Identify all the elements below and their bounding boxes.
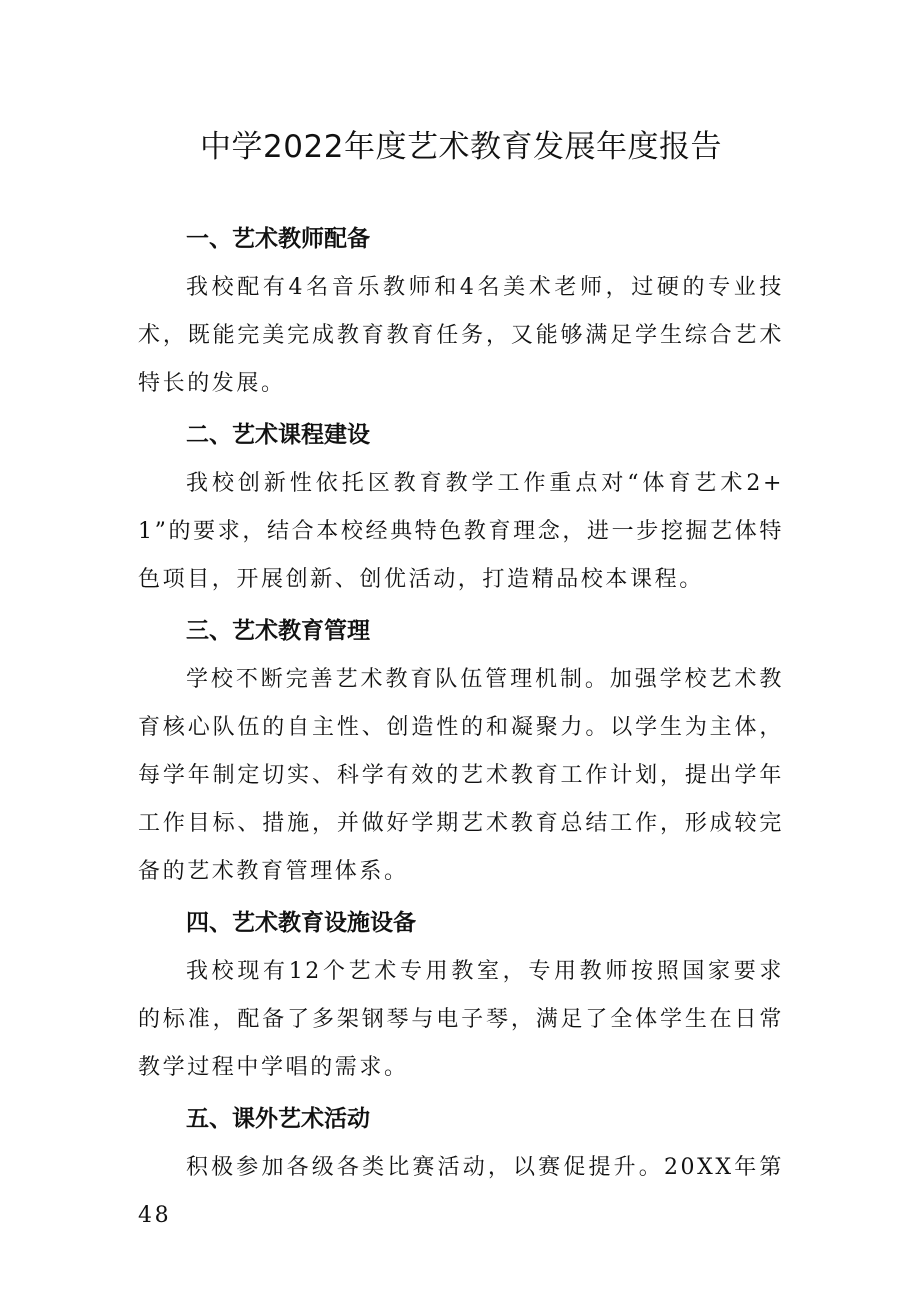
section-5 [138,1094,784,1240]
section-2 [138,410,784,604]
document-title: 中学2022年度艺术教育发展年度报告 [200,129,722,165]
section-heading: 四、艺术教育设施设备 [186,910,416,936]
section-paragraph: 积极参加各级各类比赛活动，以赛促提升。20XX年第48 [138,1155,784,1228]
section-1 [138,214,784,408]
section-heading: 三、艺术教育管理 [186,618,370,644]
section-paragraph: 我校现有12个艺术专用教室，专用教师按照国家要求的标准，配备了多架钢琴与电子琴，满足了全体学生在日常教学过程中学唱的需求。 [138,959,784,1080]
section-paragraph: 学校不断完善艺术教育队伍管理机制。加强学校艺术教育核心队伍的自主性、创造性的和凝聚力。以学生为主体，每学年制定切实、科学有效的艺术教育工作计划，提出学年工作目标、措施，并做好学期艺术教育总结工作，形成较完备的艺术教育管理体系。 [138,667,784,884]
section-paragraph: 我校创新性依托区教育教学工作重点对“体育艺术2+1”的要求，结合本校经典特色教育理念，进一步挖掘艺体特色项目，开展创新、创优活动，打造精品校本课程。 [138,471,784,592]
section-4 [138,898,784,1092]
section-heading: 五、课外艺术活动 [186,1106,370,1132]
section-heading: 二、艺术课程建设 [186,422,370,448]
section-3 [138,606,784,896]
section-heading: 一、艺术教师配备 [186,226,370,252]
section-paragraph: 我校配有4名音乐教师和4名美术老师，过硬的专业技术，既能完美完成教育教育任务，又能够满足学生综合艺术特长的发展。 [138,275,784,396]
